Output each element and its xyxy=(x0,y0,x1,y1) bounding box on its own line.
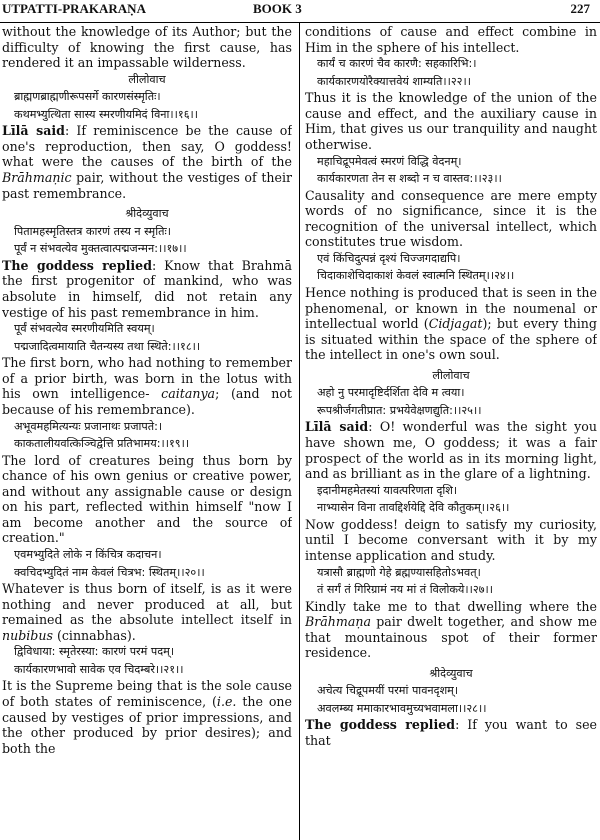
sanskrit-verse-line: एवं किंचिदुत्पन्नं दृश्यं चिज्जगदाद्यपि। xyxy=(317,251,461,265)
sanskrit-verse-line: अचेत्य चिद्रूपमयीं परमां पावनदृशम्। xyxy=(317,684,459,698)
paragraph: Hence nothing is produced that is seen in the phenomenal, or known in the noumenal or intellectual world (Cidjagat); but every thing is situated within the space of the sphere of the intellect in one's own soul. xyxy=(305,284,597,363)
speaker-label: Līlā said xyxy=(305,419,369,435)
sanskrit-verse-line: कार्यं च कारणं चैव कारणै: सहकारिभि:। xyxy=(317,57,477,71)
paragraph: conditions of cause and effect combine in Him in the sphere of his intellect. xyxy=(305,24,597,55)
page-number: 227 xyxy=(570,1,590,16)
paragraph: Thus it is the knowledge of the union of the cause and effect, and the auxiliary cause in Him, that gives us our tranquility and naught otherwise. xyxy=(305,90,597,152)
book-label: BOOK 3 xyxy=(253,1,302,16)
speaker-label: The goddess replied xyxy=(305,717,456,733)
sanskrit-verse-line: यत्रासौ ब्राह्मणो गेहे ब्रह्मण्यासहितोऽभवत्। xyxy=(317,565,481,579)
speaker-heading: लीलोवाच xyxy=(432,368,470,382)
right-column xyxy=(305,24,597,840)
speaker-heading: श्रीदेव्युवाच xyxy=(429,666,473,680)
sanskrit-verse-line: इदानीमहमेतस्यां यावत्परिणता दृशि। xyxy=(317,483,458,497)
paragraph: without the knowledge of its Author; but the difficulty of knowing the first cause, has rendered it an impassable wilderness. xyxy=(2,24,292,71)
paragraph: The lord of creatures being thus born by chance of his own genius or creative power, and without any assignable cause or design on his part, reflected within himself "now I am become another and the source of creation." xyxy=(2,452,292,546)
sanskrit-verse-line: नाभ्यासेन विना तावद्दिर्शयेद्दि देवि कौतुकम्।।२६।। xyxy=(317,501,510,515)
speaker-label: Līlā said xyxy=(2,123,65,139)
header-rule xyxy=(0,22,600,23)
paragraph: It is the Supreme being that is the sole cause of both states of reminiscence, (i.e. the one caused by vestiges of prior impressions, and the other produced by prior desires); and both the xyxy=(2,678,292,756)
sanskrit-verse-line: काकतालीयवत्किञ्चिद्वेत्ति प्रतिभामय:।।१९।। xyxy=(14,437,190,450)
paragraph: Causality and consequence are mere empty words of no significance, since it is the recognition of the universal intellect, which constitutes true wisdom. xyxy=(305,187,597,250)
column-divider xyxy=(299,22,300,840)
sanskrit-verse-line: महाचिद्रूपमेवत्वं स्मरणं विद्धि वेदनम्। xyxy=(317,154,462,168)
running-header xyxy=(0,1,600,19)
paragraph: Līlā said: If reminiscence be the cause of one's reproduction, then say, O goddess! what were the causes of the birth of the Brāhmaṇic pair, without the vestiges of their past remembrance. xyxy=(2,123,292,201)
sanskrit-verse-line: पूर्वं संभवत्येव स्मरणीयमिति स्वयम्। xyxy=(14,322,155,336)
paragraph: The goddess replied: Know that Brahmā the first progenitor of mankind, who was absolute in himself, did not retain any vestige of his past remembrance in him. xyxy=(2,257,292,320)
sanskrit-verse-line: पितामहस्मृतिस्तत्र कारणं तस्य न स्मृतिः। xyxy=(14,224,172,238)
speaker-heading: श्रीदेव्युवाच xyxy=(125,207,169,221)
paragraph: Līlā said: O! wonderful was the sight you have shown me, O goddess; it was a fair prospect of the world as in its morning light, and as brilliant as in the glare of a lightning. xyxy=(305,419,597,482)
sanskrit-verse-line: पूर्वं न संभवत्येव मुक्तत्वात्पद्मजन्मन:।।१७।। xyxy=(14,242,187,256)
speaker-heading: लीलोवाच xyxy=(128,72,166,86)
sanskrit-verse-line: ब्राह्मणब्राह्मणीरूपसर्गे कारणसंस्मृतिः। xyxy=(14,90,161,104)
sanskrit-verse-line: अवलम्ब्य ममाकारभावमुच्यभवामला।।२८।। xyxy=(317,701,487,715)
sanskrit-verse-line: रूपश्रीर्जगतीप्रात: प्रभयेवेक्षणद्युति:।।२५।। xyxy=(317,403,482,417)
sanskrit-verse-line: कार्यकारणभावो सावेक एव चिदम्बरे।।२१।। xyxy=(14,662,184,676)
sanskrit-verse-line: कार्यकारणता तेन स शब्दो न च वास्तव:।।२३।। xyxy=(317,172,502,186)
sanskrit-verse-line: अहो नु परमादृष्टिर्दर्शिता देवि म त्वया। xyxy=(317,386,465,400)
sanskrit-verse-line: क्वचिदभ्युदितं नाम केवलं चित्रभ: स्थितम्।।२०।। xyxy=(14,565,205,579)
left-column xyxy=(2,24,292,840)
sanskrit-verse-line: पद्मजादित्वमायाति चैतन्यस्य तथा स्थिते:।।१८।। xyxy=(14,339,201,353)
sanskrit-verse-line: चिदाकाशेचिदाकाशं केवलं स्वात्मनि स्थितम्।।२४।। xyxy=(317,269,515,283)
sanskrit-verse-line: कार्यकारणयोरैक्यात्तवेयं शाम्यति।।२२।। xyxy=(317,74,471,88)
speaker-label: The goddess replied xyxy=(2,257,152,273)
sanskrit-verse-line: अभूवमहमित्यन्यः प्रजानाथः प्रजापते:। xyxy=(14,419,163,433)
sanskrit-verse-line: एवमभ्युदिते लोके न किंचित्र कदाचन। xyxy=(14,548,162,562)
running-title: UTPATTI-PRAKARAṆA xyxy=(2,1,146,16)
paragraph: The goddess replied: If you want to see that xyxy=(305,717,597,749)
paragraph: Now goddess! deign to satisfy my curiosity, until I become conversant with it by my intense application and study. xyxy=(305,516,597,563)
paragraph: Kindly take me to that dwelling where the Brāhmaṇa pair dwelt together, and show me that mountainous spot of their former residence. xyxy=(305,598,597,661)
sanskrit-verse-line: कथमभ्युत्थिता सास्य स्मरणीयमिदं विना।।१६।। xyxy=(14,107,198,121)
paragraph: The first born, who had nothing to remember of a prior birth, was born in the lotus with his own intelligence- caitanya; (and not because of his remembrance). xyxy=(2,355,292,417)
sanskrit-verse-line: द्विविधाया: स्मृतेरस्या: कारणं परमं पदम्। xyxy=(14,645,175,659)
paragraph: Whatever is thus born of itself, is as it were nothing and never produced at all, but remained as the absolute intellect itself in nubibus (cinnabhas). xyxy=(2,581,292,643)
sanskrit-verse-line: तं सर्गं तं गिरिग्रामं नय मां तं विलोकये।।२७।। xyxy=(317,583,494,597)
